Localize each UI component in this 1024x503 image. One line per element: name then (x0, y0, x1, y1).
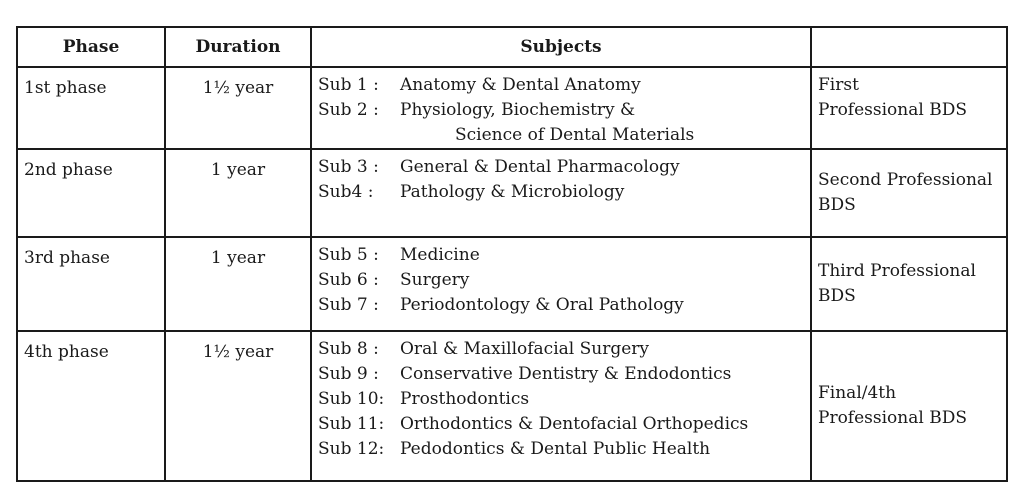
subject-code: Sub 7 : (318, 295, 379, 315)
degree-line: Final/4th (818, 383, 897, 403)
subject-line (318, 243, 810, 268)
subject-code: Sub 1 : (318, 75, 379, 95)
degree-cell (811, 237, 1007, 331)
subject-line (318, 437, 810, 462)
subject-line (318, 98, 810, 123)
bds-curriculum-table (16, 26, 1008, 482)
degree-cell (811, 331, 1007, 481)
subject-code: Sub 6 : (318, 270, 379, 290)
subject-code: Sub 10: (318, 389, 385, 409)
degree-line: First (818, 75, 859, 95)
duration-cell: 1½ year (165, 331, 311, 481)
subject-name: Anatomy & Dental Anatomy (400, 75, 641, 95)
subject-name: Surgery (400, 270, 470, 290)
subject-name: Periodontology & Oral Pathology (400, 295, 684, 315)
table-row (17, 331, 1007, 481)
subject-name: General & Dental Pharmacology (400, 157, 680, 177)
subject-line (318, 337, 810, 362)
subject-line (318, 412, 810, 437)
subject-code: Sub 11: (318, 414, 385, 434)
subject-code: Sub 2 : (318, 100, 379, 120)
phase-cell: 1st phase (17, 67, 165, 149)
subject-line (318, 268, 810, 293)
subject-code: Sub 5 : (318, 245, 379, 265)
degree-line: BDS (818, 195, 856, 215)
subjects-cell (311, 237, 811, 331)
subject-line (318, 155, 810, 180)
subject-code: Sub 12: (318, 439, 385, 459)
duration-cell: 1½ year (165, 67, 311, 149)
degree-line: Professional BDS (818, 100, 967, 120)
table-row (17, 149, 1007, 237)
subject-code: Sub 9 : (318, 364, 379, 384)
subject-code: Sub4 : (318, 182, 374, 202)
subject-line (318, 180, 810, 205)
subject-name: Orthodontics & Dentofacial Orthopedics (400, 414, 749, 434)
subject-line (318, 293, 810, 318)
degree-line: Professional BDS (818, 408, 967, 428)
degree-cell (811, 67, 1007, 149)
subject-code: Sub 8 : (318, 339, 379, 359)
subject-name: Conservative Dentistry & Endodontics (400, 364, 732, 384)
subject-code: Sub 3 : (318, 157, 379, 177)
subject-continuation: Science of Dental Materials (455, 125, 695, 145)
subjects-cell (311, 331, 811, 481)
header-row (17, 27, 1007, 67)
subject-name: Medicine (400, 245, 480, 265)
subject-line (318, 362, 810, 387)
phase-cell: 2nd phase (17, 149, 165, 237)
degree-line: BDS (818, 286, 856, 306)
subject-name: Physiology, Biochemistry & (400, 100, 636, 120)
subjects-cell (311, 67, 811, 149)
header-duration: Duration (165, 27, 311, 67)
subject-name: Prosthodontics (400, 389, 530, 409)
header-subjects: Subjects (311, 27, 811, 67)
degree-line: Second Professional (818, 170, 993, 190)
subject-name: Oral & Maxillofacial Surgery (400, 339, 650, 359)
subject-name: Pedodontics & Dental Public Health (400, 439, 711, 459)
subject-name: Pathology & Microbiology (400, 182, 625, 202)
subject-line (318, 73, 810, 98)
phase-cell: 3rd phase (17, 237, 165, 331)
phase-cell: 4th phase (17, 331, 165, 481)
table-row (17, 67, 1007, 149)
subjects-cell (311, 149, 811, 237)
duration-cell: 1 year (165, 149, 311, 237)
degree-cell (811, 149, 1007, 237)
subject-line (318, 387, 810, 412)
table-row (17, 237, 1007, 331)
header-phase: Phase (17, 27, 165, 67)
duration-cell: 1 year (165, 237, 311, 331)
degree-line: Third Professional (818, 261, 976, 281)
header-degree (811, 27, 1007, 67)
